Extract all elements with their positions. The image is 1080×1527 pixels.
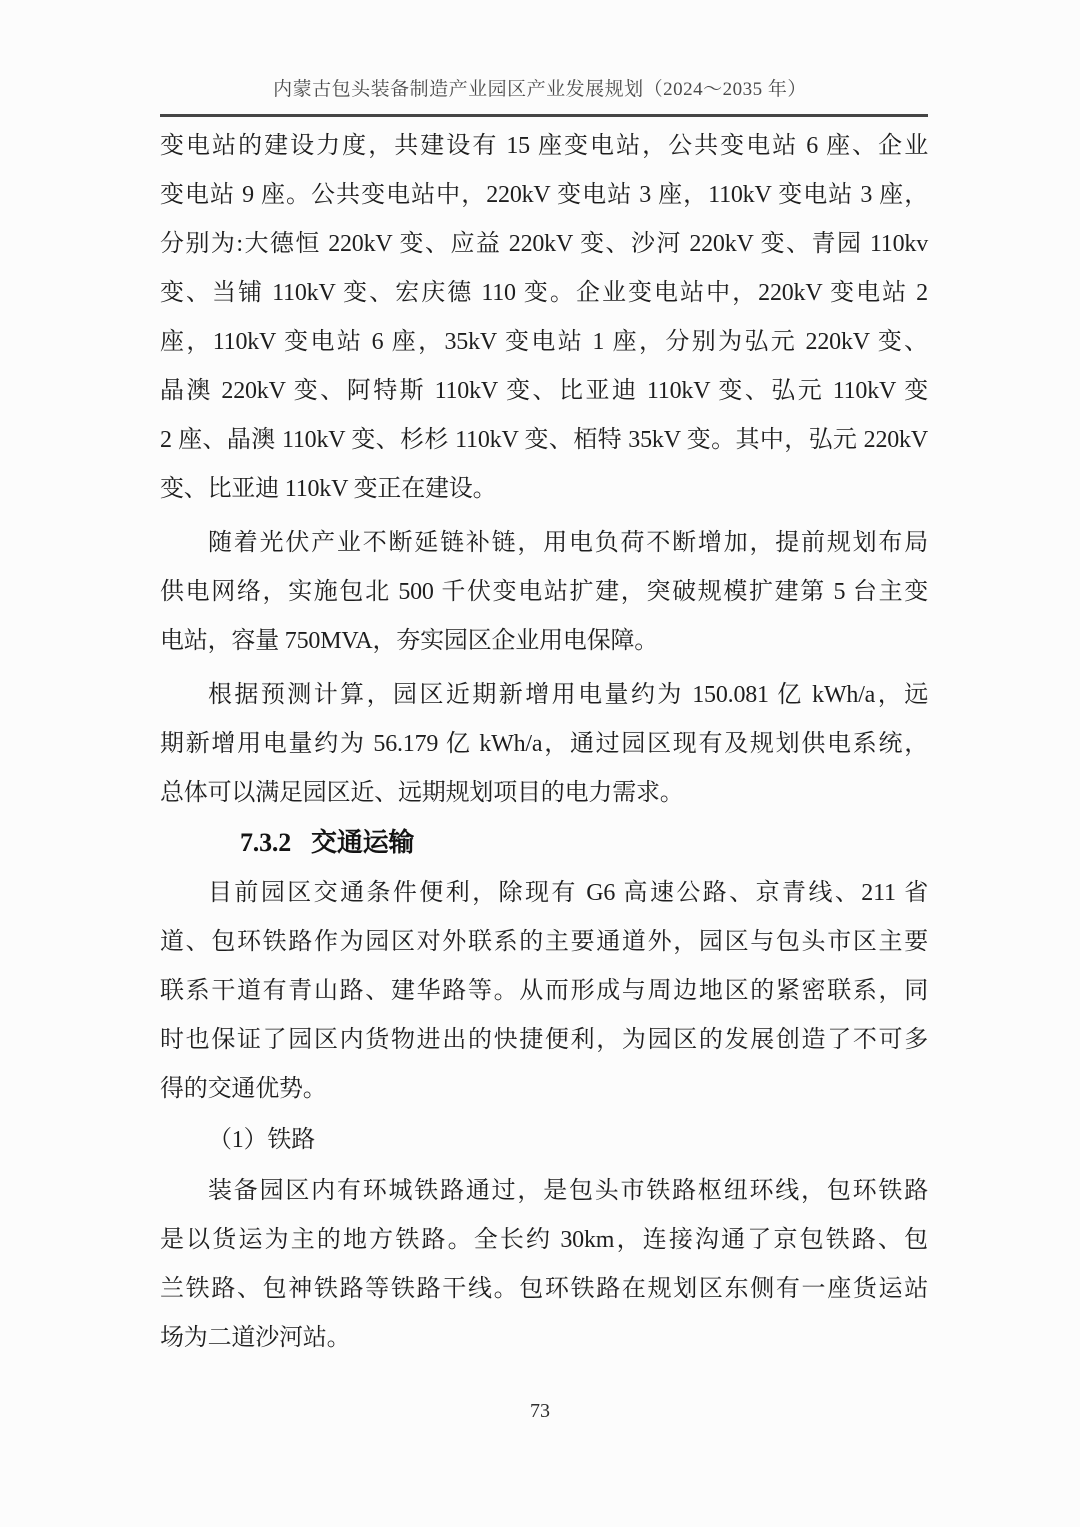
paragraph-line: 兰铁路、包神铁路等铁路干线。包环铁路在规划区东侧有一座货运站	[160, 1276, 928, 1302]
paragraph-power-forecast	[160, 671, 928, 818]
paragraph-line: 分别为:大德恒 220kV 变、应益 220kV 变、沙河 220kV 变、青园 110kv	[160, 231, 928, 257]
paragraph-line: 目前园区交通条件便利，除现有 G6 高速公路、京青线、211 省	[208, 880, 928, 906]
list-item-railway: （1）铁路	[208, 1127, 315, 1153]
paragraph-substations	[160, 122, 928, 514]
paragraph-line: 供电网络，实施包北 500 千伏变电站扩建，突破规模扩建第 5 台主变	[160, 579, 928, 605]
page-header-title: 内蒙古包头装备制造产业园区产业发展规划（2024～2035 年）	[273, 79, 807, 100]
paragraph-line: 得的交通优势。	[160, 1076, 327, 1102]
paragraph-line: 道、包环铁路作为园区对外联系的主要通道外，园区与包头市区主要	[160, 929, 928, 955]
paragraph-line: 时也保证了园区内货物进出的快捷便利，为园区的发展创造了不可多	[160, 1027, 928, 1053]
paragraph-line: 装备园区内有环城铁路通过，是包头市铁路枢纽环线，包环铁路	[208, 1178, 928, 1204]
section-number: 7.3.2	[240, 828, 292, 857]
paragraph-line: 期新增用电量约为 56.179 亿 kWh/a，通过园区现有及规划供电系统，	[160, 731, 928, 757]
page-number: 73	[530, 1400, 550, 1422]
paragraph-line: 晶澳 220kV 变、阿特斯 110kV 变、比亚迪 110kV 变、弘元 110kV 变	[160, 378, 928, 404]
paragraph-line: 变、比亚迪 110kV 变正在建设。	[160, 476, 497, 502]
paragraph-line: 电站，容量 750MVA，夯实园区企业用电保障。	[160, 628, 659, 654]
paragraph-line: 总体可以满足园区近、远期规划项目的电力需求。	[160, 780, 684, 806]
paragraph-line: 随着光伏产业不断延链补链，用电负荷不断增加，提前规划布局	[208, 530, 928, 556]
document-body	[160, 122, 928, 1363]
paragraph-line: 是以货运为主的地方铁路。全长约 30km，连接沟通了京包铁路、包	[160, 1227, 928, 1253]
paragraph-line: 座，110kV 变电站 6 座，35kV 变电站 1 座，分别为弘元 220kV 变、	[160, 329, 928, 355]
paragraph-line: 2 座、晶澳 110kV 变、杉杉 110kV 变、栢特 35kV 变。其中，弘元 220kV	[160, 427, 928, 453]
paragraph-line: 变电站的建设力度，共建设有 15 座变电站，公共变电站 6 座、企业	[160, 133, 928, 159]
paragraph-railway-detail	[160, 1167, 928, 1363]
paragraph-pv-expansion	[160, 519, 928, 666]
section-title: 交通运输	[311, 828, 415, 857]
paragraph-traffic-overview	[160, 869, 928, 1114]
paragraph-line: 根据预测计算，园区近期新增用电量约为 150.081 亿 kWh/a，远	[208, 682, 928, 708]
paragraph-line: 变、当铺 110kV 变、宏庆德 110 变。企业变电站中，220kV 变电站 2	[160, 280, 928, 306]
paragraph-line: 联系干道有青山路、建华路等。从而形成与周边地区的紧密联系，同	[160, 978, 928, 1004]
header-rule	[160, 114, 928, 117]
paragraph-line: 场为二道沙河站。	[160, 1325, 351, 1351]
section-heading-7-3-2	[160, 818, 928, 867]
paragraph-line: 变电站 9 座。公共变电站中，220kV 变电站 3 座，110kV 变电站 3 座，	[160, 182, 928, 208]
